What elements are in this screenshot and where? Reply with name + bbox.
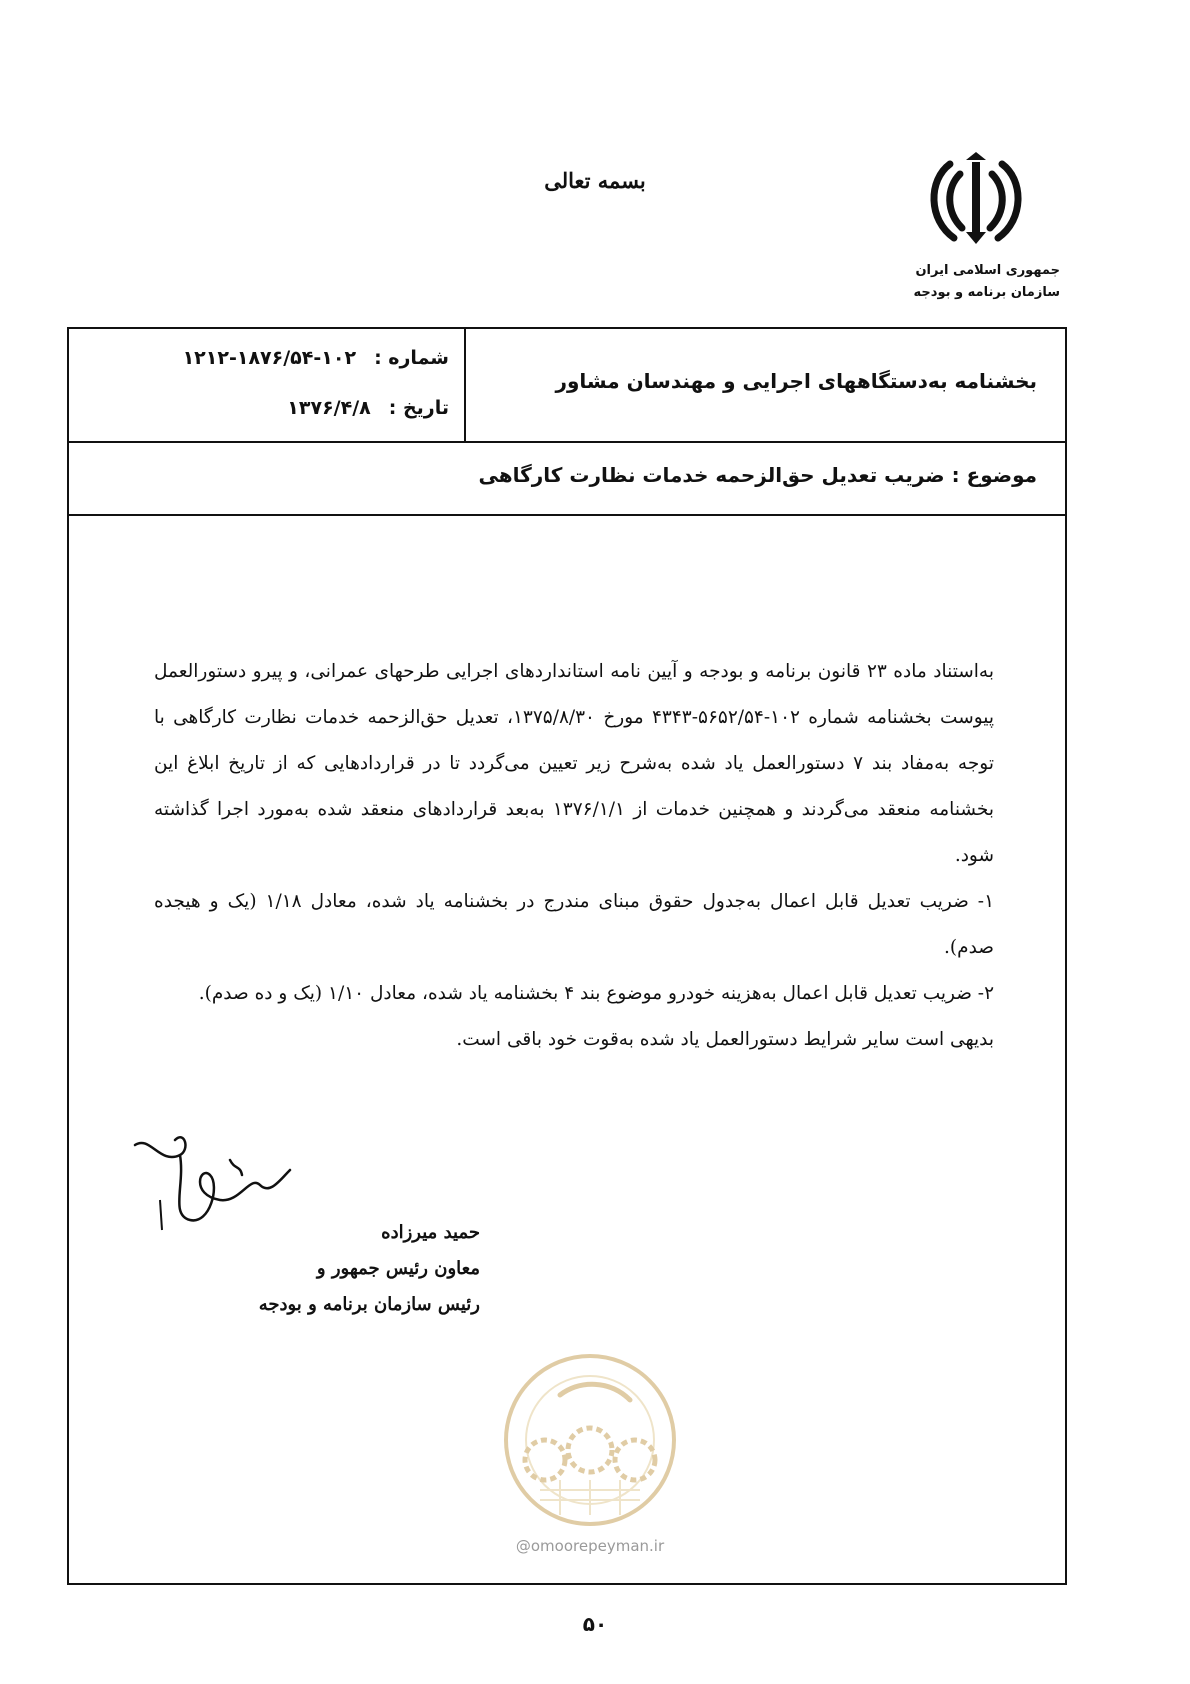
org-country: جمهوری اسلامی ایران bbox=[915, 263, 1060, 278]
body-paragraph: به‌استناد ماده ۲۳ قانون برنامه و بودجه و آیین نامه استانداردهای اجرایی طرحهای عمرانی، و پیرو دستورالعمل پیوست بخشنامه شماره ۱۰۲-۵۶۵۲/۵۴-۴۳۴۳ مورخ ۱۳۷۵/۸/۳۰، تعدیل حق‌الزحمه خدمات نظارت کارگاهی با توجه به‌مفاد بند ۷ دستورالعمل یاد شده به‌شرح زیر تعیین می‌گردد تا در قراردادهایی که از تاریخ ابلاغ این بخشنامه منعقد می‌گردند و همچنین خدمات از ۱۳۷۶/۱/۱ به‌بعد قراردادهای منعقد شده به‌مورد اجرا گذاشته شود. bbox=[154, 661, 994, 866]
iran-emblem-icon bbox=[920, 150, 1032, 250]
number-value: ۱۰۲-۱۸۷۶/۵۴-۱۲۱۲ bbox=[182, 347, 357, 369]
signer-title-1: معاون رئیس جمهور و bbox=[316, 1258, 480, 1279]
subject-line: موضوع : ضریب تعدیل حق‌الزحمه خدمات نظارت کارگاهی bbox=[478, 463, 1037, 487]
letter-number bbox=[129, 347, 449, 369]
header-divider bbox=[464, 329, 466, 441]
body-closing: بدیهی است سایر شرایط دستورالعمل یاد شده به‌قوت خود باقی است. bbox=[456, 1029, 994, 1050]
letter-date bbox=[129, 397, 449, 419]
watermark-url: @omoorepeyman.ir bbox=[515, 1537, 665, 1555]
signer-name: حمید میرزاده bbox=[381, 1222, 480, 1243]
signer-block bbox=[140, 1215, 480, 1323]
bismillah-heading: بسمه تعالی bbox=[544, 168, 646, 193]
organization-name bbox=[780, 260, 1060, 304]
body-item-2: ۲- ضریب تعدیل قابل اعمال به‌هزینه خودرو موضوع بند ۴ بخشنامه یاد شده، معادل ۱/۱۰ (یک و ده صدم). bbox=[198, 983, 994, 1004]
subject-row bbox=[69, 441, 1065, 516]
page-number: ۵۰ bbox=[582, 1612, 608, 1636]
date-label: تاریخ : bbox=[388, 397, 449, 419]
watermark-seal-icon bbox=[500, 1350, 680, 1530]
signer-title-2: رئیس سازمان برنامه و بودجه bbox=[258, 1294, 480, 1315]
letter-body bbox=[154, 649, 994, 1063]
org-department: سازمان برنامه و بودجه bbox=[913, 285, 1060, 300]
letter-header-row bbox=[69, 329, 1065, 443]
date-value: ۱۳۷۶/۴/۸ bbox=[287, 397, 371, 419]
body-item-1: ۱- ضریب تعدیل قابل اعمال به‌جدول حقوق مبنای مندرج در بخشنامه یاد شده، معادل ۱/۱۸ (یک و هیجده صدم). bbox=[154, 891, 994, 958]
recipient-line: بخشنامه به‌دستگاههای اجرایی و مهندسان مشاور bbox=[555, 369, 1037, 393]
number-label: شماره : bbox=[374, 347, 449, 369]
